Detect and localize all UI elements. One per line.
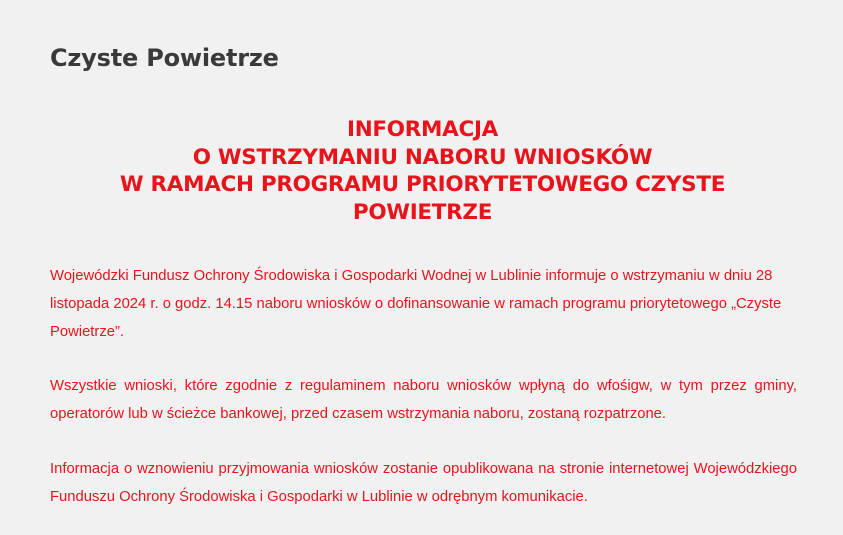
announcement-headline <box>50 116 795 226</box>
headline-line: POWIETRZE <box>352 199 493 225</box>
announcement-paragraph-suspension: Wojewódzki Fundusz Ochrony Środowiska i Gospodarki Wodnej w Lublinie informuje o wstrzymaniu w dniu 28 listopada 2024 r. o godz. 14.15 naboru wniosków o dofinansowanie w ramach programu priorytetowego „Czyste Powietrze”. <box>50 268 782 340</box>
page-title: Czyste Powietrze <box>50 44 279 72</box>
headline-line: O WSTRZYMANIU NABORU WNIOSKÓW <box>192 144 653 170</box>
announcement-paragraph-resumption: Informacja o wznowieniu przyjmowania wniosków zostanie opublikowana na stronie internetowej Wojewódzkiego Funduszu Ochrony Środowiska i Gospodarki w Lublinie w odrębnym komunikacie. <box>50 461 797 505</box>
announcement-paragraph-applications: Wszystkie wnioski, które zgodnie z regulaminem naboru wniosków wpłyną do wfośigw, w tym przez gminy, operatorów lub w ścieżce bankowej, przed czasem wstrzymania naboru, zostaną rozpatrzone. <box>50 378 797 422</box>
headline-line: W RAMACH PROGRAMU PRIORYTETOWEGO CZYSTE <box>119 172 726 197</box>
headline-line: INFORMACJA <box>347 117 498 142</box>
